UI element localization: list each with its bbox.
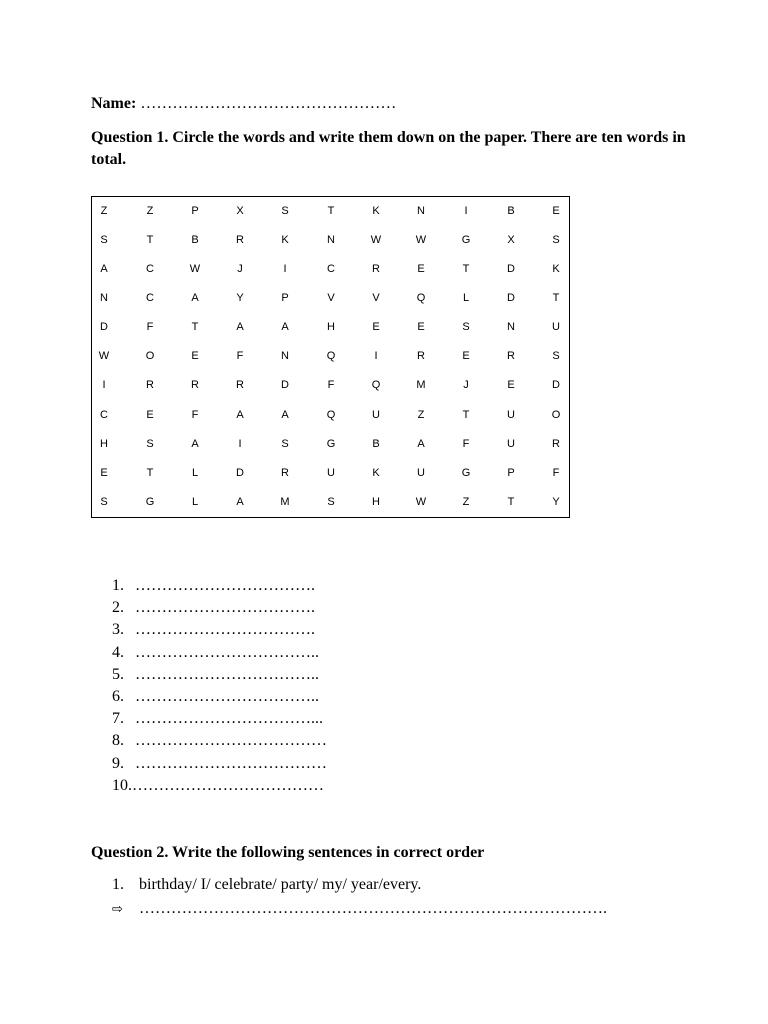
grid-letter: E xyxy=(507,379,515,391)
grid-letter: I xyxy=(102,379,106,391)
answer-line xyxy=(112,775,327,797)
grid-letter: S xyxy=(462,321,470,333)
answer-blank: …………………………….. xyxy=(135,688,319,706)
grid-letter: I xyxy=(283,263,287,275)
answer-number: 10. xyxy=(112,776,132,794)
grid-letter: R xyxy=(281,467,289,479)
grid-letter: L xyxy=(191,496,199,508)
grid-letter: H xyxy=(372,496,380,508)
grid-letter: D xyxy=(507,263,515,275)
answer-blank: …………………………….. xyxy=(135,643,319,661)
grid-letter: E xyxy=(100,467,108,479)
grid-letter: D xyxy=(507,292,515,304)
grid-letter: W xyxy=(415,234,427,246)
grid-letter: A xyxy=(191,438,199,450)
answer-list xyxy=(112,575,327,797)
answer-blank: ……………………………… xyxy=(132,776,324,794)
grid-letter: I xyxy=(374,350,378,362)
grid-letter: Z xyxy=(146,205,154,217)
grid-letter: A xyxy=(236,496,244,508)
grid-letter: U xyxy=(552,321,560,333)
grid-letter: E xyxy=(417,263,425,275)
sentence-answer-line xyxy=(112,899,607,920)
grid-letter: F xyxy=(191,409,199,421)
grid-letter: G xyxy=(145,496,155,508)
grid-letter: S xyxy=(281,205,289,217)
grid-letter: O xyxy=(145,350,155,362)
grid-letter: K xyxy=(552,263,560,275)
grid-letter: S xyxy=(100,496,108,508)
grid-letter: T xyxy=(146,234,154,246)
grid-letter: B xyxy=(191,234,199,246)
grid-letter: W xyxy=(98,350,110,362)
grid-letter: Z xyxy=(462,496,470,508)
sentence-answer-blank: ……………………………………………………………………………. xyxy=(139,900,607,917)
sentence-number: 1. xyxy=(112,876,124,893)
grid-letter: Q xyxy=(371,379,381,391)
answer-line xyxy=(112,597,327,619)
answer-number: 6. xyxy=(112,688,124,706)
arrow-right-outline-icon: ⇨ xyxy=(112,902,123,917)
grid-letter: G xyxy=(326,438,336,450)
grid-letter: S xyxy=(100,234,108,246)
grid-letter: H xyxy=(100,438,108,450)
grid-letter: P xyxy=(507,467,515,479)
grid-letter: U xyxy=(372,409,380,421)
grid-letter: V xyxy=(372,292,380,304)
grid-letter: R xyxy=(417,350,425,362)
grid-letter: F xyxy=(552,467,560,479)
grid-letter: F xyxy=(462,438,470,450)
answer-blank: ……………………………… xyxy=(135,732,327,750)
grid-letter: X xyxy=(236,205,244,217)
grid-letter: V xyxy=(327,292,335,304)
grid-letter: E xyxy=(191,350,199,362)
grid-letter: R xyxy=(146,379,154,391)
question-2-heading: Question 2. Write the following sentences in correct order xyxy=(91,844,485,861)
grid-letter: N xyxy=(327,234,335,246)
grid-letter: Y xyxy=(552,496,560,508)
grid-letter: J xyxy=(237,263,243,275)
grid-letter: K xyxy=(372,205,380,217)
grid-letter: C xyxy=(146,263,154,275)
grid-letter: R xyxy=(507,350,515,362)
grid-letter: O xyxy=(551,409,561,421)
grid-letter: X xyxy=(507,234,515,246)
grid-letter: T xyxy=(462,409,470,421)
grid-letter: J xyxy=(463,379,469,391)
answer-line xyxy=(112,753,327,775)
grid-letter: C xyxy=(327,263,335,275)
answer-blank: …………………………….. xyxy=(135,665,319,683)
grid-letter: N xyxy=(417,205,425,217)
grid-letter: R xyxy=(552,438,560,450)
grid-letter: A xyxy=(281,321,289,333)
grid-letter: E xyxy=(462,350,470,362)
grid-letter: A xyxy=(236,409,244,421)
grid-letter: S xyxy=(146,438,154,450)
grid-letter: F xyxy=(327,379,335,391)
grid-letter: U xyxy=(507,409,515,421)
grid-letter: E xyxy=(552,205,560,217)
answer-line xyxy=(112,575,327,597)
answer-line xyxy=(112,708,327,730)
grid-letter: C xyxy=(100,409,108,421)
grid-letter: K xyxy=(281,234,289,246)
grid-letter: D xyxy=(236,467,244,479)
answer-blank: ……………………………. xyxy=(135,599,315,617)
grid-letter: Q xyxy=(326,409,336,421)
answer-number: 8. xyxy=(112,732,124,750)
grid-letter: S xyxy=(552,350,560,362)
grid-letter: Q xyxy=(326,350,336,362)
grid-letter: D xyxy=(552,379,560,391)
answer-number: 3. xyxy=(112,621,124,639)
answer-number: 7. xyxy=(112,710,124,728)
sentence-item xyxy=(112,875,421,895)
answer-number: 9. xyxy=(112,754,124,772)
grid-letter: A xyxy=(417,438,425,450)
grid-letter: S xyxy=(327,496,335,508)
grid-letter: U xyxy=(417,467,425,479)
grid-letter: G xyxy=(461,467,471,479)
answer-number: 1. xyxy=(112,577,124,594)
answer-line xyxy=(112,642,327,664)
name-line xyxy=(91,94,396,114)
grid-letter: P xyxy=(281,292,289,304)
grid-letter: B xyxy=(372,438,380,450)
grid-letter: S xyxy=(552,234,560,246)
grid-letter: E xyxy=(417,321,425,333)
grid-letter: B xyxy=(507,205,515,217)
grid-letter: W xyxy=(370,234,382,246)
question-1-heading: Question 1. Circle the words and write them down on the paper. There are ten words in total. xyxy=(91,129,686,168)
grid-letter: E xyxy=(146,409,154,421)
grid-letter: M xyxy=(280,496,290,508)
grid-letter: Z xyxy=(417,409,425,421)
grid-letter: Q xyxy=(416,292,426,304)
grid-letter: D xyxy=(100,321,108,333)
grid-letter: H xyxy=(327,321,335,333)
grid-letter: R xyxy=(191,379,199,391)
answer-line xyxy=(112,730,327,752)
grid-letter: U xyxy=(507,438,515,450)
answer-blank: ……………………………… xyxy=(135,754,327,772)
grid-letter: D xyxy=(281,379,289,391)
grid-letter: S xyxy=(281,438,289,450)
answer-line xyxy=(112,619,327,641)
grid-letter: T xyxy=(327,205,335,217)
answer-line xyxy=(112,686,327,708)
name-label: Name: xyxy=(91,95,137,112)
sentence-text: birthday/ I/ celebrate/ party/ my/ year/every. xyxy=(139,876,422,893)
grid-letter: E xyxy=(372,321,380,333)
grid-letter: Z xyxy=(100,205,108,217)
answer-number: 2. xyxy=(112,599,124,617)
grid-letter: L xyxy=(191,467,199,479)
grid-letter: A xyxy=(281,409,289,421)
grid-letter: F xyxy=(146,321,154,333)
answer-number: 4. xyxy=(112,643,124,661)
grid-letter: A xyxy=(100,263,108,275)
grid-letter: T xyxy=(507,496,515,508)
grid-letter: N xyxy=(281,350,289,362)
grid-letter: I xyxy=(238,438,242,450)
grid-letter: W xyxy=(415,496,427,508)
grid-letter: A xyxy=(236,321,244,333)
grid-letter: F xyxy=(236,350,244,362)
answer-blank: ……………………………... xyxy=(135,710,323,728)
grid-letter: R xyxy=(236,234,244,246)
grid-letter: Y xyxy=(236,292,244,304)
grid-letter: T xyxy=(191,321,199,333)
name-blank: ………………………………………… xyxy=(140,95,397,112)
grid-letter: U xyxy=(327,467,335,479)
answer-blank: ……………………………. xyxy=(135,621,315,639)
grid-letter: R xyxy=(236,379,244,391)
grid-letter: I xyxy=(464,205,468,217)
grid-letter: P xyxy=(191,205,199,217)
grid-letter: R xyxy=(372,263,380,275)
grid-letter: L xyxy=(462,292,470,304)
grid-letter: M xyxy=(416,379,426,391)
grid-letter: T xyxy=(462,263,470,275)
grid-letter: K xyxy=(372,467,380,479)
grid-letter: T xyxy=(552,292,560,304)
answer-line xyxy=(112,664,327,686)
grid-letter: N xyxy=(507,321,515,333)
grid-letter: G xyxy=(461,234,471,246)
grid-letter: N xyxy=(100,292,108,304)
grid-letter: A xyxy=(191,292,199,304)
word-search-grid xyxy=(91,196,570,518)
grid-letter: W xyxy=(189,263,201,275)
grid-letter: T xyxy=(146,467,154,479)
grid-letter: C xyxy=(146,292,154,304)
answer-blank: ……………………………. xyxy=(135,577,315,594)
answer-number: 5. xyxy=(112,665,124,683)
